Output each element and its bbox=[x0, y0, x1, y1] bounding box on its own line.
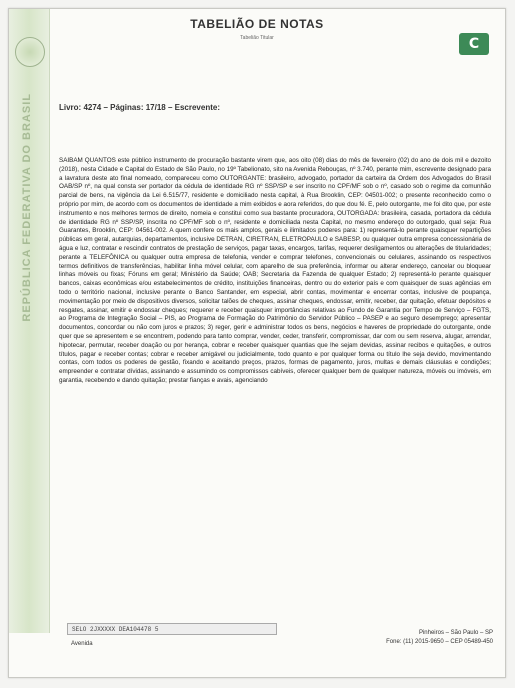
document-subtitle: Tabelião Titular bbox=[240, 35, 274, 41]
footer-address bbox=[293, 629, 493, 647]
footer-address-line-2: Fone: (11) 2015-9650 – CEP 05489-450 bbox=[386, 639, 493, 645]
security-stamp-strip bbox=[9, 9, 50, 633]
republic-emblem-icon bbox=[15, 37, 45, 67]
livro-line: Livro: 4274 – Páginas: 17/18 – Escrevente: bbox=[59, 103, 220, 112]
tabeliao-logo-icon: C bbox=[459, 33, 489, 55]
footer-city: Avenida bbox=[71, 641, 93, 647]
stamp-text: REPÚBLICA FEDERATIVA DO BRASIL bbox=[21, 93, 33, 322]
selo-code: SELO 2JXXXXX DEA104478 5 bbox=[67, 623, 277, 635]
document-title: TABELIÃO DE NOTAS bbox=[190, 17, 324, 31]
body-paragraph: SAIBAM QUANTOS este público instrumento de procuração bastante virem que, aos oito (08) dias do mês de fevereiro (02) do ano de dois mil e dezoito (2018), nesta Cidade e Capital do Estado de São Paulo, no 19º Tabelionato, sito na Avenida Rebouças, nº 3.740, perante mim, escrevente designado para a lavratura deste ato final nomeado, compareceu como OUTORGANTE: brasileiro, advogado, portador da carteira da Ordem dos Advogados do Brasil OAB/SP nº, na qual consta ser portador da cédula de identidade RG nº SSP/SP e ser inscrito no CPF/MF sob o nº, casado sob o regime da comunhão parcial de bens, na vigência da Lei 6.515/77, residente e domiciliado nesta capital, à Rua Brooklin, CEP: 04501-002; o presente reconhecido como o próprio por mim, de acordo com os documentos de identidade a mim exibidos e aora referidos, do que dou fé. E, pelo outorgante, me foi dito que, por este instrumento e nos melhores termos de direito, nomeia e constitui como sua bastante procuradora, OUTORGADA: brasileira, casada, portadora da cédula de identidade RG nº SSP/SP, inscrita no CPF/MF sob o nº, residente e domiciliada nesta Capital, no mesmo endereço do outorgado, qual seja: Rua Guarantes, Brooklin, CEP: 04561-002. A quem confere os mais amplos, gerais e ilimitados poderes para: 1) representá-lo perante quaisquer repartições públicas em geral, autarquias, departamentos, inclusive DETRAN, CIRETRAN, ELETROPAULO e SABESP, ou qualquer outra empresa concessionária de água e luz, contratar e rescindir contratos de prestação de serviços, pagar taxas, encargos, tarifas, requerer desligamentos ou alterações de titularidades; perante a TELEFÔNICA ou qualquer outra empresa de telefonia, vender e comprar telefones, convencionais ou celulares, assinando os respectivos termos definitivos de transferências, habilitar linha móvel celular, com aparelho de sua preferência, informar ou alterar endereço, cancelar ou bloquear linhas móveis ou fixas; Fóruns em geral; Ministério da Saúde; OAB; Secretaria da Fazenda de qualquer Estado; 2) representá-lo perante quaisquer bancos, caixas econômicas e/ou estabelecimentos de crédito, instituições financeiras, dentro ou do exterior país e com quaisquer de suas agências em todo o território nacional, inclusive perante o Banco Santander, em especial, abrir contas, movimentar e encerrar contas, inclusive de poupança, movimentação por meio de dispositivos diversos, solicitar talões de cheques, assinar cheques, endossar, emitir, receber, dar quitação, efetuar depósitos e resgates, assinar, emitir e endossar cheques; requerer e receber quaisquer importâncias relativas ao Fundo de Garantia por Tempo de Serviço – FGTS, ao Programa de Integração Social – PIS, ao Programa de Formação do Patrimônio do Servidor Público – PASEP e ao seguro desemprego; apresentar documentos, concordar ou não com juros e prazos; 3) reger, gerir e administrar todos os bens, negócios e haveres de propriedade do outorgante, onde quer que se apresentem e se encontrem, podendo para tanto comprar, vender, ceder, transferir, compromissar, dar com ou sem reserva, alugar, arrendar, hipotecar, permutar, receber doação ou por herança, cobrar e receber quaisquer quantias que lhe sejam devidas, assinar recibos e quitações, e outros títulos, pagar e receber contas; cobrar e receber amigável ou judicialmente, todo quanto e por qualquer forma ou título lhe seja devido, movimentando contas, com todos os poderes de gestão, fixando e aceitando preços, prazos, formas de pagamento, juros, multas e demais cláusulas e condições; empreender e contratar dívidas, assinando e assumindo os compromissos cabíveis, oferecer qualquer bem de qualquer natureza, móveis ou imóveis, em garantia, recebendo e dando quitação; prestar fianças e avais, agenciando bbox=[59, 157, 491, 384]
footer-address-line-1: Pinheiros – São Paulo – SP bbox=[418, 630, 493, 636]
document-body bbox=[59, 157, 491, 386]
notary-document-page bbox=[8, 8, 506, 678]
